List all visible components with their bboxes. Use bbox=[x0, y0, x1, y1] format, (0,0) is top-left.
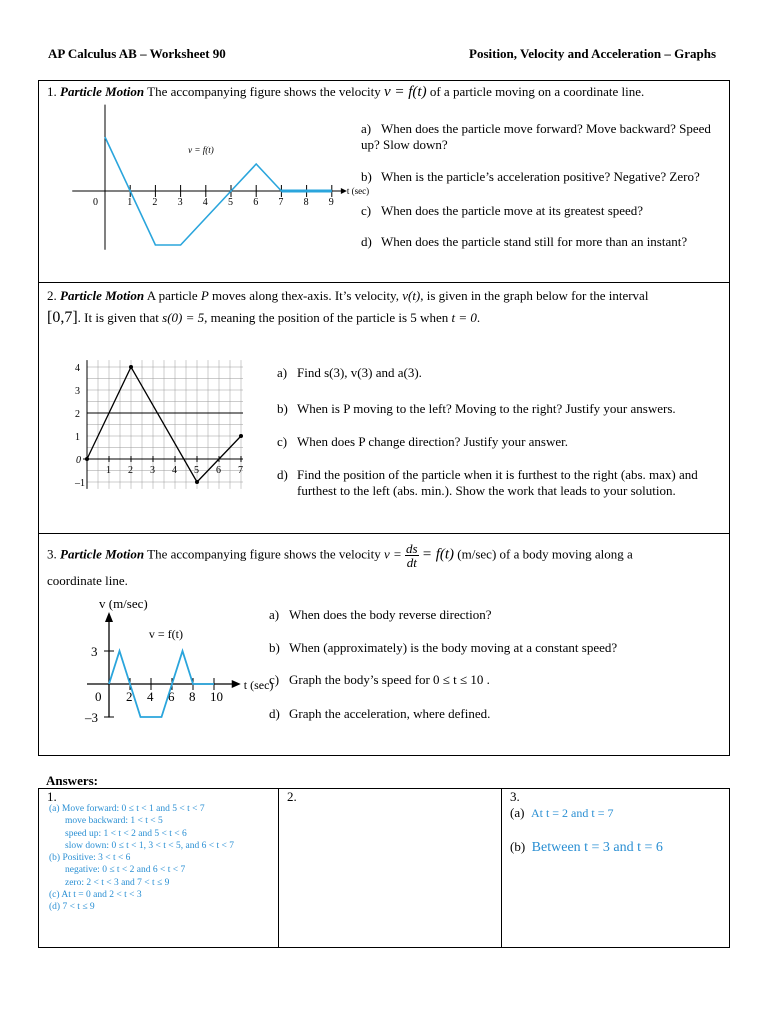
answer-1-line: (c) At t = 0 and 2 < t < 3 bbox=[49, 890, 142, 901]
y-tick-label: 1 bbox=[75, 432, 80, 443]
x-tick-label: 7 bbox=[238, 465, 243, 476]
answer-1-line: (d) 7 < t ≤ 9 bbox=[49, 902, 95, 913]
x-tick-label: 5 bbox=[194, 465, 199, 476]
x-tick-label: 3 bbox=[177, 197, 183, 208]
x-tick-label: 6 bbox=[253, 197, 259, 208]
answer-1-line: move backward: 1 < t < 5 bbox=[65, 816, 163, 827]
vertex-point bbox=[85, 457, 89, 461]
problem-1-question-d: d) When does the particle stand still for more than an instant? bbox=[361, 234, 688, 249]
problem-3-question-c: c) Graph the body’s speed for 0 ≤ t ≤ 10 . bbox=[269, 672, 490, 687]
problem-1-question-c: c) When does the particle move at its greatest speed? bbox=[361, 203, 644, 218]
x-tick-label: 10 bbox=[210, 689, 223, 704]
answers-1-list bbox=[49, 803, 234, 914]
problem-3-question-a: a) When does the body reverse direction? bbox=[269, 607, 492, 622]
problem-2-stem-line-2: [0,7]. It is given that s(0) = 5, meaning the position of the particle is 5 when t = 0. bbox=[47, 309, 481, 326]
x-tick-label: 6 bbox=[168, 689, 175, 704]
y-tick-label: –3 bbox=[85, 710, 98, 725]
y-tick-label: 4 bbox=[75, 363, 80, 374]
v-axis-arrow bbox=[105, 612, 113, 622]
t-axis-label: t (sec) bbox=[243, 678, 274, 692]
answer-3a: (a) At t = 2 and t = 7 bbox=[510, 805, 614, 820]
x-tick-label: 1 bbox=[106, 465, 111, 476]
y-tick-label: 3 bbox=[75, 386, 80, 397]
x-tick-label: 1 bbox=[127, 197, 133, 208]
x-tick-label: 2 bbox=[128, 465, 133, 476]
problem-3-stem-line-2: coordinate line. bbox=[47, 573, 128, 588]
answer-1-line: negative: 0 ≤ t < 2 and 6 < t < 7 bbox=[65, 865, 186, 876]
ds-dt-fraction: $\frac{ds}{dt}$ bbox=[406, 541, 418, 570]
answer-1-line: (a) Move forward: 0 ≤ t < 1 and 5 < t < 7 bbox=[49, 804, 205, 814]
x-tick-label: 4 bbox=[202, 197, 208, 208]
problem-2 bbox=[38, 283, 730, 534]
problem-3-title: Particle Motion bbox=[60, 546, 145, 562]
answers-title: Answers: bbox=[46, 773, 98, 788]
problem-1-title: Particle Motion bbox=[60, 84, 145, 99]
curve-annotation: v = f(t) bbox=[148, 626, 183, 641]
x-tick-label: 4 bbox=[172, 465, 177, 476]
answers-column-1: 1. (a) Move forward: 0 ≤ t < 1 and 5 < t < 7 move backward: 1 < t < 5 speed up: 1 < t < 2 and 5 < t < 6 slow down: 0 ≤ t < 1, 3 < t < 5, and 6 < t < 7 (b) Positive: 3 < t < 6 negative: 0 ≤ t < 2 and 6 < t < 7 zero: 2 < t < 3 and 7 < t ≤ 9 (c) At t = 0 and 2 < t < 3 (d) 7 < t ≤ 9 bbox=[39, 789, 279, 947]
problem-2-question-d: d) Find the position of the particle when it is furthest to the right (abs. max) and furthest to the left (abs. min.). Show the work that leads to your solution. bbox=[277, 467, 698, 498]
answer-1-line: speed up: 1 < t < 2 and 5 < t < 6 bbox=[65, 828, 187, 839]
v-axis-label: v (m/sec) bbox=[99, 600, 148, 611]
problem-3 bbox=[38, 534, 730, 756]
x-tick-label: 9 bbox=[328, 197, 334, 208]
problem-1-stem: 1. Particle Motion The accompanying figure shows the velocity v = f(t) of a particle moving on a coordinate line. bbox=[47, 84, 645, 100]
problem-3-stem-line-1: 3. Particle Motion The accompanying figure shows the velocity v = $\frac{ds}{dt}$ = f(t) (m/sec) of a body moving along a bbox=[47, 541, 633, 570]
problem-2-question-c: c) When does P change direction? Justify your answer. bbox=[277, 434, 569, 449]
x-tick-label: 0 bbox=[95, 689, 102, 704]
x-tick-label: 2 bbox=[126, 689, 133, 704]
vertex-point bbox=[129, 365, 133, 369]
answer-3b: (b) Between t = 3 and t = 6 bbox=[510, 839, 663, 855]
vertex-point bbox=[195, 480, 199, 484]
problem-2-title: Particle Motion bbox=[60, 288, 145, 303]
answers-column-2: 2. bbox=[279, 789, 502, 947]
worksheet-title: AP Calculus AB – Worksheet 90 bbox=[48, 46, 226, 61]
velocity-graph-1 bbox=[57, 103, 377, 255]
x-tick-label: 0 bbox=[93, 197, 98, 208]
velocity-graph-2 bbox=[53, 349, 243, 489]
problem-2-question-a: a) Find s(3), v(3) and a(3). bbox=[277, 365, 422, 380]
vertex-point bbox=[239, 434, 243, 438]
worksheet-topic: Position, Velocity and Acceleration – Graphs bbox=[469, 46, 716, 61]
x-tick-label: 6 bbox=[216, 465, 221, 476]
problem-1-question-a: a) When does the particle move forward? Move backward? Speed up? Slow down? bbox=[361, 121, 711, 152]
x-tick-label: 8 bbox=[303, 197, 309, 208]
y-tick-label: 0 bbox=[76, 455, 81, 466]
answers-table bbox=[38, 788, 730, 948]
problem-1-question-b: b) When is the particle’s acceleration positive? Negative? Zero? bbox=[361, 169, 700, 184]
t-axis-label: t (sec) bbox=[346, 186, 370, 196]
answers-column-3: 3. (a) At t = 2 and t = 7 (b) Between t = 3 and t = 6 bbox=[510, 789, 663, 855]
problem-2-question-b: b) When is P moving to the left? Moving to the right? Justify your answers. bbox=[277, 401, 676, 416]
x-tick-label: 3 bbox=[150, 465, 155, 476]
x-tick-label: 5 bbox=[228, 197, 233, 208]
problem-2-stem-line-1: 2. Particle Motion A particle P moves along thex-axis. It’s velocity, v(t), is given in the graph below for the interval bbox=[47, 288, 649, 303]
velocity-graph-3 bbox=[53, 600, 293, 740]
t-axis-arrow bbox=[232, 680, 241, 688]
x-tick-label: 2 bbox=[152, 197, 158, 208]
v-axis-label bbox=[102, 103, 106, 104]
x-tick-label: 4 bbox=[147, 689, 154, 704]
problem-3-question-b: b) When (approximately) is the body moving at a constant speed? bbox=[269, 640, 618, 655]
answer-1-line: (b) Positive: 3 < t < 6 bbox=[49, 853, 131, 864]
y-tick-label: 3 bbox=[91, 644, 98, 659]
curve-annotation: v = f(t) bbox=[188, 145, 214, 156]
answer-1-line: zero: 2 < t < 3 and 7 < t ≤ 9 bbox=[65, 877, 170, 888]
problem-1 bbox=[38, 80, 730, 283]
x-tick-label: 8 bbox=[189, 689, 196, 704]
answer-1-line: slow down: 0 ≤ t < 1, 3 < t < 5, and 6 < t < 7 bbox=[65, 840, 234, 851]
y-tick-label: –1 bbox=[75, 478, 85, 489]
problem-3-question-d: d) Graph the acceleration, where defined. bbox=[269, 706, 491, 721]
x-tick-label: 7 bbox=[278, 197, 284, 208]
y-tick-label: 2 bbox=[75, 409, 80, 420]
